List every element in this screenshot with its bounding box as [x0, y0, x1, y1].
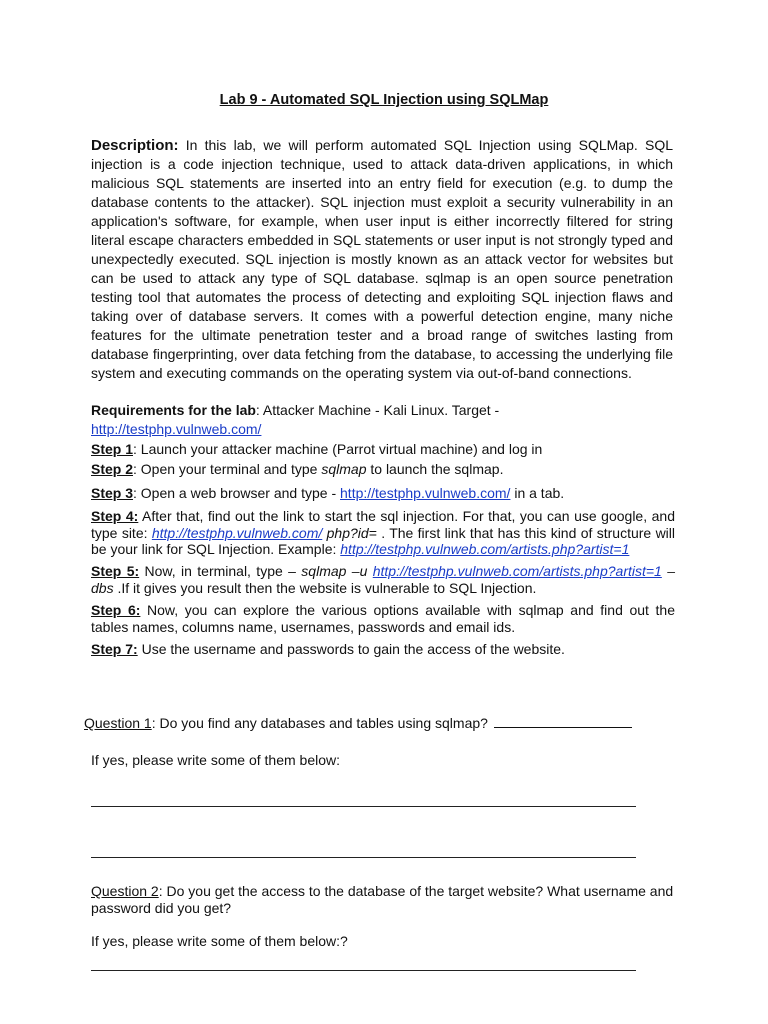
- step-6-text: Now, you can explore the various options available with sqlmap and find out the tables names, columns name, usernames, passwords and email ids.: [91, 602, 675, 635]
- question-2-label: Question 2: [91, 883, 159, 899]
- step-4-label: Step 4:: [91, 508, 139, 524]
- answer-line-2: [91, 857, 636, 858]
- question-2-followup: If yes, please write some of them below:?: [91, 933, 348, 949]
- step-6-label: Step 6:: [91, 602, 141, 618]
- description-text: In this lab, we will perform automated SQL Injection using SQLMap. SQL injection is a code injection technique, used to attack data-driven applications, in which malicious SQL statements are inserted into an entry field for execution (e.g. to dump the database contents to the attacker). SQL injection must exploit a security vulnerability in an application's software, for example, when user input is either incorrectly filtered for string literal escape characters embedded in SQL statements or user input is not strongly typed and unexpectedly executed. SQL injection is mostly known as an attack vector for websites but can be used to attack any type of SQL database. sqlmap is an open source penetration testing tool that automates the process of detecting and exploiting SQL injection flaws and taking over of database servers. It comes with a powerful detection engine, many niche features for the ultimate penetration tester and a broad range of switches lasting from database fingerprinting, over data fetching from the database, to accessing the underlying file system and executing commands on the operating system via out-of-band connections.: [91, 137, 673, 381]
- description-paragraph: [91, 136, 673, 383]
- question-1-followup: If yes, please write some of them below:: [91, 752, 340, 768]
- page-title: Lab 9 - Automated SQL Injection using SQLMap: [219, 92, 549, 108]
- question-2: [91, 883, 675, 917]
- step-4-text-a: After that, find out the link to start the sql injection. For that, you can use google, and type site:: [91, 508, 675, 541]
- step-4: [91, 508, 675, 558]
- step-5: [91, 563, 675, 596]
- step-2-label: Step 2: [91, 461, 134, 477]
- step-7: [91, 641, 675, 658]
- step-5-text-a: Now, in terminal, type –: [139, 563, 302, 579]
- question-2-text: : Do you get the access to the database of the target website? What username and password did you get?: [91, 883, 674, 916]
- step-2: [91, 461, 675, 478]
- step-6: [91, 602, 675, 635]
- step-1-text: : Launch your attacker machine (Parrot virtual machine) and log in: [133, 441, 543, 457]
- target-link[interactable]: http://testphp.vulnweb.com/: [91, 421, 262, 437]
- requirements-line: [91, 401, 673, 439]
- step-7-label: Step 7:: [91, 641, 138, 657]
- question-1-label: Question 1: [84, 715, 152, 731]
- requirements-text: : Attacker Machine - Kali Linux. Target -: [255, 402, 500, 418]
- requirements-label: Requirements for the lab: [91, 402, 256, 418]
- step-2-command: sqlmap: [321, 461, 367, 477]
- question-1: [84, 715, 632, 731]
- step-5-text-b: .If it gives you result then the website is vulnerable to SQL Injection.: [113, 579, 537, 596]
- step-3: [91, 485, 675, 502]
- step-5-label: Step 5:: [91, 563, 140, 579]
- step-4-link-b[interactable]: http://testphp.vulnweb.com/artists.php?artist=1: [340, 541, 630, 557]
- answer-line-3: [91, 970, 636, 971]
- description-label: Description:: [91, 137, 179, 154]
- step-3-label: Step 3: [91, 485, 134, 501]
- question-1-text: : Do you find any databases and tables using sqlmap?: [151, 715, 492, 731]
- step-3-link[interactable]: http://testphp.vulnweb.com/: [340, 485, 511, 501]
- step-2-text-a: : Open your terminal and type: [133, 461, 322, 477]
- step-5-link[interactable]: http://testphp.vulnweb.com/artists.php?artist=1: [372, 563, 662, 579]
- step-1: [91, 441, 675, 458]
- step-2-text-b: to launch the sqlmap.: [366, 461, 504, 477]
- question-1-answer-blank: [494, 715, 632, 728]
- step-4-link-a[interactable]: http://testphp.vulnweb.com/: [151, 524, 323, 541]
- step-4-query: php?id=: [322, 524, 377, 541]
- step-3-text-a: : Open a web browser and type -: [133, 485, 341, 501]
- step-4-text-b: . The first link that has this kind of structure will be your link for SQL Injection. Example:: [91, 524, 676, 557]
- step-1-label: Step 1: [91, 441, 134, 457]
- answer-line-1: [91, 806, 636, 807]
- step-7-text: Use the username and passwords to gain the access of the website.: [137, 641, 565, 657]
- step-5-command: sqlmap –u: [301, 563, 373, 579]
- step-5-flag: –dbs: [91, 563, 675, 596]
- step-3-text-b: in a tab.: [510, 485, 565, 501]
